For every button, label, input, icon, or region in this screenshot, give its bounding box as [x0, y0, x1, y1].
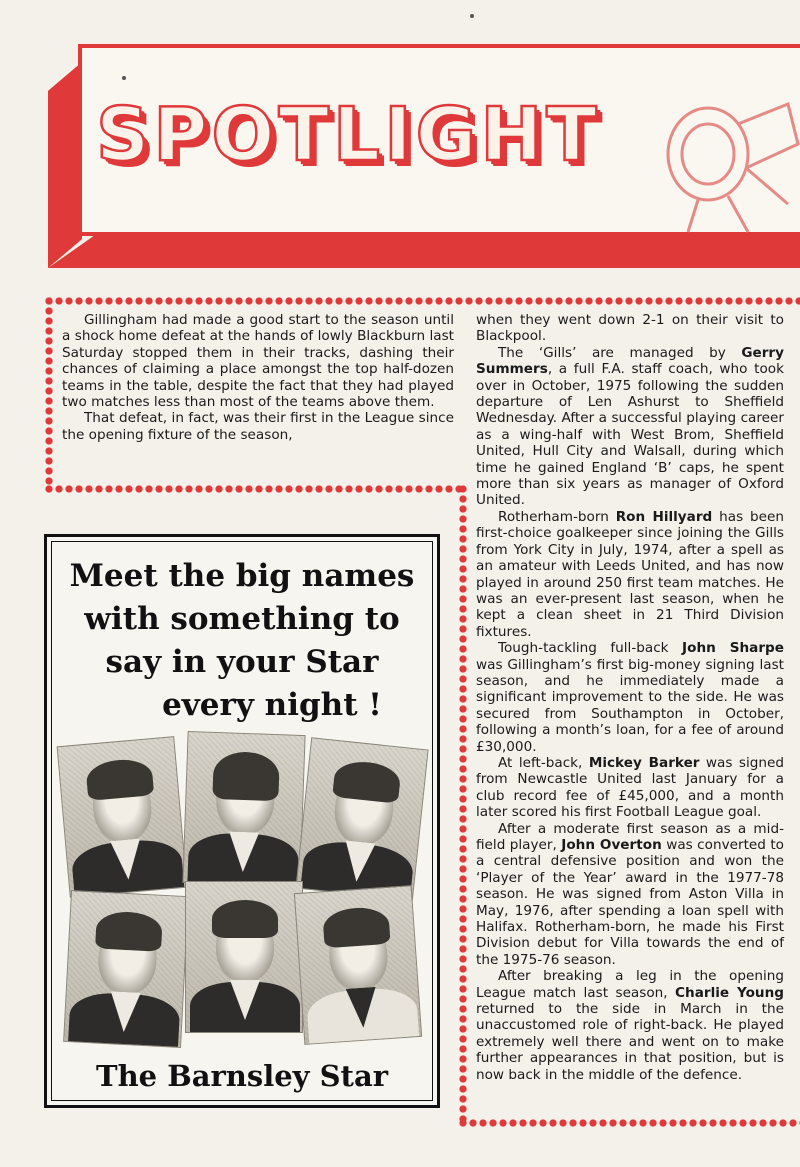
article-paragraph: After breaking a leg in the opening League match last season, Charlie Young returned to the side in March in the unaccustomed role of right-back. He played extremely well there and went on to make further appearances in that position, but is now back in the middle of the defence. — [476, 968, 784, 1083]
article-paragraph: The ‘Gills’ are managed by Gerry Summers, a full F.A. staff coach, who took over in October, 1975 following the sudden departure of Len Ashurst to Sheffield Wednesday. After a successful playing career as a wing-half with West Brom, Sheffield United, Hull City and Walsall, during which time he gained England ‘B’ caps, he spent more than six years as manager of Oxford United. — [476, 344, 784, 509]
columnist-photo-collage — [57, 733, 427, 1045]
article-continuation: when they went down 2-1 on their visit to Blackpool. — [476, 312, 784, 345]
columnist-photo — [182, 731, 305, 887]
intro-paragraph: Gillingham had made a good start to the season until a shock home defeat at the hands of lowly Blackburn last Saturday stopped them in their tracks, dashing their chances of claiming a place amongst the top half-dozen teams in the table, despite the fact that they had played two matches less than most of the teams above them. — [62, 312, 454, 411]
article-paragraph: At left-back, Mickey Barker was signed from Newcastle United last January for a club record fee of £45,000, and a month later scored his first Football League goal. — [476, 754, 784, 821]
dotted-rule-bottom — [458, 1118, 800, 1128]
advert-headline: Meet the big names with something to say in your Star every night ! — [69, 558, 415, 723]
intro-text — [62, 312, 454, 443]
columnist-photo — [295, 737, 428, 901]
spotlight-lamp-icon — [638, 84, 800, 234]
page-title: SPOTLIGHT — [96, 92, 601, 178]
print-speck — [122, 76, 126, 80]
player-name: John Overton — [561, 837, 662, 853]
banner-side-bevel — [48, 62, 82, 268]
banner-bottom-bevel — [48, 236, 800, 268]
dotted-rule-mid — [44, 484, 464, 494]
player-name: Gerry Summers — [476, 344, 784, 378]
columnist-photo — [294, 885, 422, 1045]
columnist-photo — [57, 736, 188, 898]
advert-brand: The Barnsley Star — [95, 1059, 389, 1093]
player-name: Charlie Young — [675, 984, 784, 1001]
columnist-photo — [185, 881, 303, 1033]
dotted-rule-divider — [458, 484, 468, 1124]
article-paragraph: After a moderate first season as a mid-field player, John Overton was converted to a central defensive position and won the ‘Player of the Year’ award in the 1977-78 season. He was signed from Aston Villa in May, 1976, after spending a loan spell with Halifax. Rotherham-born, he made his First Division debut for Villa towards the end of the 1975-76 season. — [476, 820, 784, 968]
player-name: Mickey Barker — [588, 754, 700, 771]
intro-paragraph: That defeat, in fact, was their first in the League since the opening fixture of the season, — [62, 410, 454, 443]
dotted-rule-left — [44, 296, 54, 490]
article-paragraph: Rotherham-born Ron Hillyard has been first-choice goalkeeper since joining the Gills from York City in July, 1974, after a spell as an amateur with Leeds United, and has now played in around 250 first team matches. He was an ever-present last season, when he kept a clean sheet in 21 Third Division fixtures. — [476, 508, 785, 640]
star-advert — [44, 534, 440, 1108]
article-column — [476, 312, 784, 1083]
columnist-photo — [63, 890, 189, 1048]
dotted-rule-top — [44, 296, 800, 306]
spotlight-banner — [48, 44, 800, 268]
article-paragraph: Tough-tackling full-back John Sharpe was Gillingham’s first big-money signing last season, and he immediately made a significant improvement to the side. He was secured from Southampton in October, following a month’s loan, for a fee of around £30,000. — [476, 640, 785, 755]
player-name: John Sharpe — [682, 640, 785, 657]
print-speck — [470, 14, 474, 18]
player-name: Ron Hillyard — [615, 508, 713, 525]
